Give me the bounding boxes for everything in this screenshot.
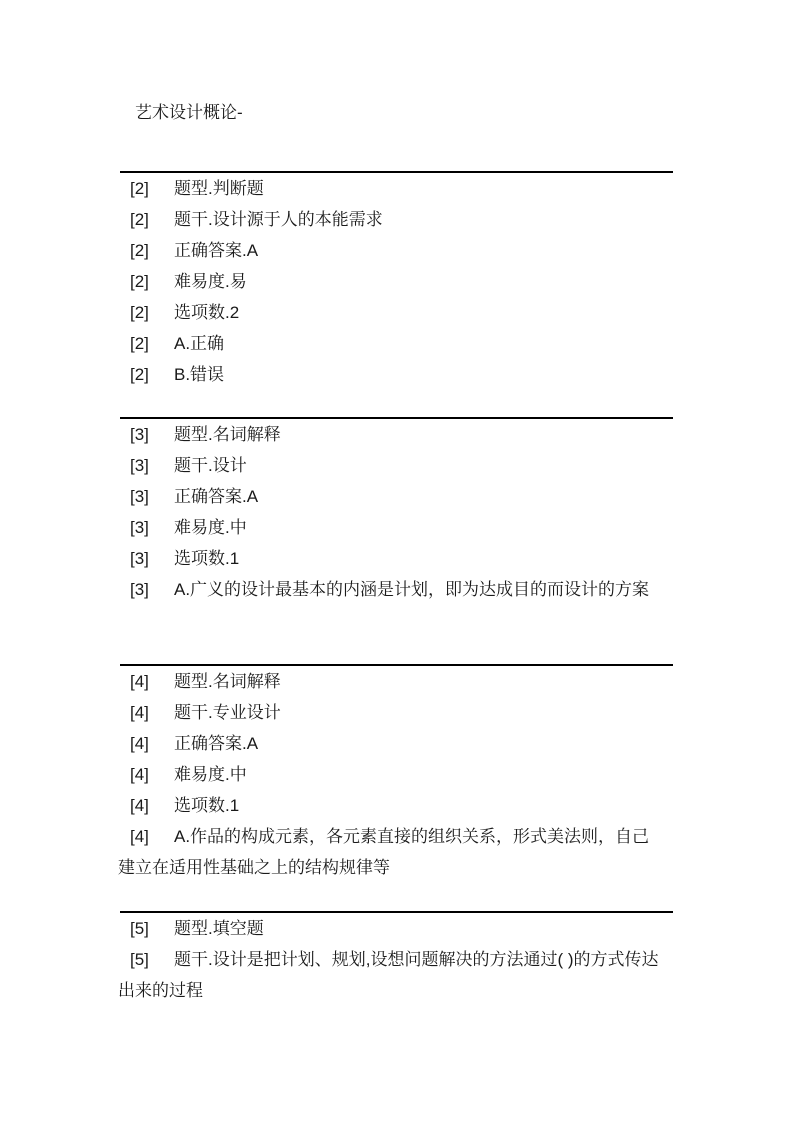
question-line xyxy=(118,759,674,790)
question-number: [4] xyxy=(130,672,149,691)
question-line xyxy=(118,913,674,944)
question-line xyxy=(118,574,674,605)
question-number: [3] xyxy=(130,518,149,537)
question-line xyxy=(118,790,674,821)
question-text: 题型.名词解释 xyxy=(174,672,281,691)
question-text: A.作品的构成元素，各元素直接的组织关系，形式美法则，自己建立在适用性基础之上的结构规律等 xyxy=(118,827,650,877)
question-line xyxy=(118,728,674,759)
question-text: 正确答案.A xyxy=(174,241,259,260)
question-number: [2] xyxy=(130,365,149,384)
question-text: 题干.设计 xyxy=(174,456,247,475)
question-number: [5] xyxy=(130,919,149,938)
question-number: [4] xyxy=(130,827,149,846)
question-line xyxy=(118,697,674,728)
question-line xyxy=(118,359,674,390)
question-line xyxy=(118,173,674,204)
question-line xyxy=(118,235,674,266)
question-text: 选项数.1 xyxy=(174,549,240,568)
question-text: 难易度.中 xyxy=(174,518,247,537)
question-text: 选项数.1 xyxy=(174,796,240,815)
question-text: 正确答案.A xyxy=(174,487,259,506)
question-text: A.正确 xyxy=(174,334,225,353)
question-number: [4] xyxy=(130,734,149,753)
question-line xyxy=(118,450,674,481)
question-line xyxy=(118,821,674,883)
question-number: [3] xyxy=(130,425,149,444)
question-text: 难易度.中 xyxy=(174,765,247,784)
question-line xyxy=(118,419,674,450)
question-line xyxy=(118,512,674,543)
question-number: [3] xyxy=(130,580,149,599)
question-text: 题干.设计是把计划、规划,设想问题解决的方法通过( )的方式传达出来的过程 xyxy=(118,950,659,1000)
question-number: [4] xyxy=(130,796,149,815)
question-text: 正确答案.A xyxy=(174,734,259,753)
question-number: [2] xyxy=(130,179,149,198)
question-number: [2] xyxy=(130,272,149,291)
question-block-2 xyxy=(118,171,674,390)
question-number: [3] xyxy=(130,487,149,506)
question-number: [3] xyxy=(130,549,149,568)
question-text: B.错误 xyxy=(174,365,225,384)
question-text: A.广义的设计最基本的内涵是计划，即为达成目的而设计的方案 xyxy=(174,580,650,599)
question-number: [4] xyxy=(130,765,149,784)
question-line xyxy=(118,543,674,574)
question-line xyxy=(118,666,674,697)
question-block-3 xyxy=(118,417,674,605)
question-number: [2] xyxy=(130,334,149,353)
question-number: [5] xyxy=(130,950,149,969)
question-line xyxy=(118,944,674,1006)
question-number: [2] xyxy=(130,303,149,322)
question-line xyxy=(118,266,674,297)
question-number: [4] xyxy=(130,703,149,722)
question-number: [2] xyxy=(130,210,149,229)
question-line xyxy=(118,204,674,235)
question-text: 题型.判断题 xyxy=(174,179,264,198)
question-number: [3] xyxy=(130,456,149,475)
question-text: 题型.填空题 xyxy=(174,919,264,938)
question-text: 题干.设计源于人的本能需求 xyxy=(174,210,383,229)
document-title: 艺术设计概论- xyxy=(135,103,243,122)
question-text: 题型.名词解释 xyxy=(174,425,281,444)
question-block-4 xyxy=(118,664,674,883)
question-text: 题干.专业设计 xyxy=(174,703,281,722)
question-number: [2] xyxy=(130,241,149,260)
question-block-5 xyxy=(118,911,674,1006)
question-line xyxy=(118,328,674,359)
question-line xyxy=(118,297,674,328)
question-text: 选项数.2 xyxy=(174,303,240,322)
question-text: 难易度.易 xyxy=(174,272,247,291)
question-line xyxy=(118,481,674,512)
